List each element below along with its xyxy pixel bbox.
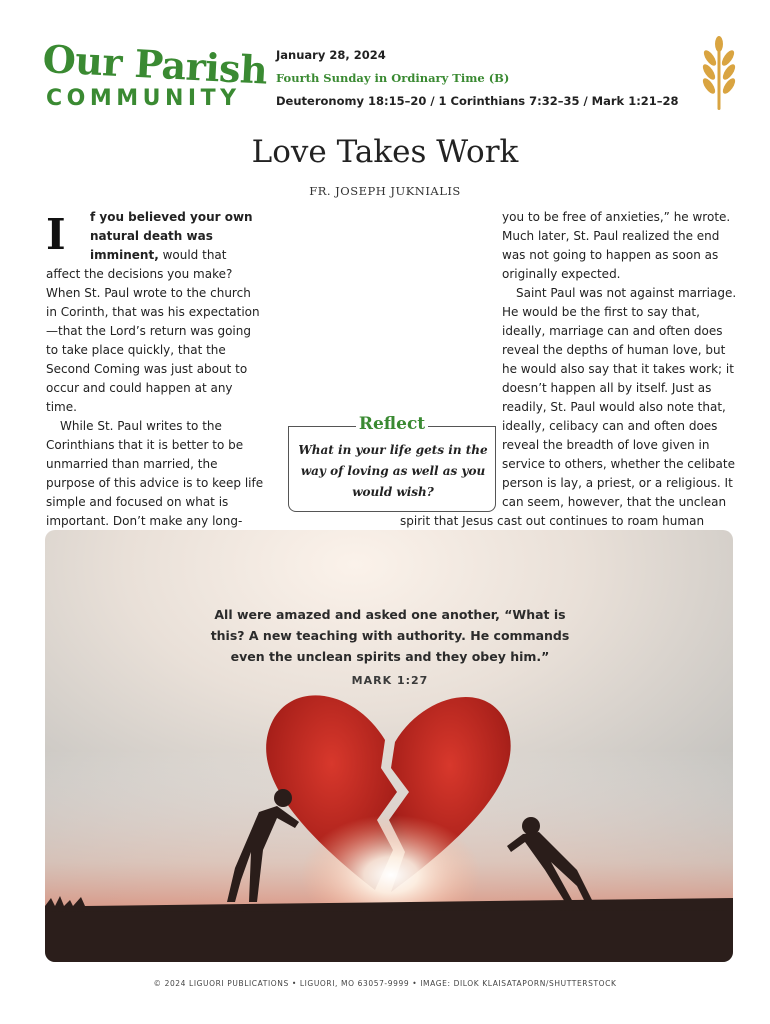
article-title: Love Takes Work xyxy=(251,134,519,170)
paragraph-4-text: Saint Paul was not against marriage. He would be the first to say that, ideally, marriage can and often does reveal the depths of human love, but he would also say that it takes work; it doesn’t happen all by itself. Just as readily, St. Paul would also note that, ideally, celibacy can and often does reveal the breadth of love given in service to others, whether the celibate person is lay, a priest, or a religious. It can seem, however, that the unclean spirit that Jesus cast out continues to roam human xyxy=(400,286,737,528)
scripture-citation: MARK 1:27 xyxy=(351,674,429,687)
issue-meta xyxy=(276,48,679,108)
reflect-heading xyxy=(288,414,496,434)
article-author: FR. JOSEPH JUKNIALIS xyxy=(309,184,461,198)
reflect-question: What in your life gets in the way of loving as well as you would wish? xyxy=(298,443,488,499)
liturgical-sunday: Fourth Sunday in Ordinary Time (B) xyxy=(276,71,510,85)
paragraph-2: While St. Paul writes to the Corinthians that it is better to be unmarried than married, the purpose of this advice is to keep life simple and focused on what is important. Don’t make any long- xyxy=(46,419,264,528)
scripture-quote: All were amazed and asked one another, “What is this? A new teaching with authority. He commands even the unclean spirits and they obey him.” xyxy=(210,607,570,664)
parish-logo-title: Our Parish xyxy=(41,36,269,93)
paragraph-1 xyxy=(46,208,380,417)
lead-in: f you believed your own natural death was imminent, xyxy=(90,210,253,262)
reflect-heading-text: Reflect xyxy=(358,414,426,434)
scripture-readings: Deuteronomy 18:15–20 / 1 Corinthians 7:32–35 / Mark 1:21–28 xyxy=(276,94,679,108)
paragraph-3: you to be free of anxieties,” he wrote. Much later, St. Paul realized the end was not going to happen as soon as originally expected. xyxy=(502,210,731,281)
broken-heart-photo xyxy=(45,530,733,962)
parish-logo-subtitle: COMMUNITY xyxy=(46,86,241,111)
copyright-footer: © 2024 LIGUORI PUBLICATIONS • LIGUORI, MO 63057-9999 • IMAGE: DILOK KLAISATAPORN/SHUTTERSTOCK xyxy=(153,979,617,988)
issue-date: January 28, 2024 xyxy=(276,48,386,62)
wheat-icon xyxy=(693,36,745,112)
drop-cap: I xyxy=(46,210,66,259)
paragraph-1-text: would that affect the decisions you make? When St. Paul wrote to the church in Corinth, that was his expectation—that the Lord’s return was going to take place quickly, that the Second Coming was just about to occur and could happen at any time. xyxy=(46,248,260,414)
article-column-right xyxy=(400,208,738,569)
